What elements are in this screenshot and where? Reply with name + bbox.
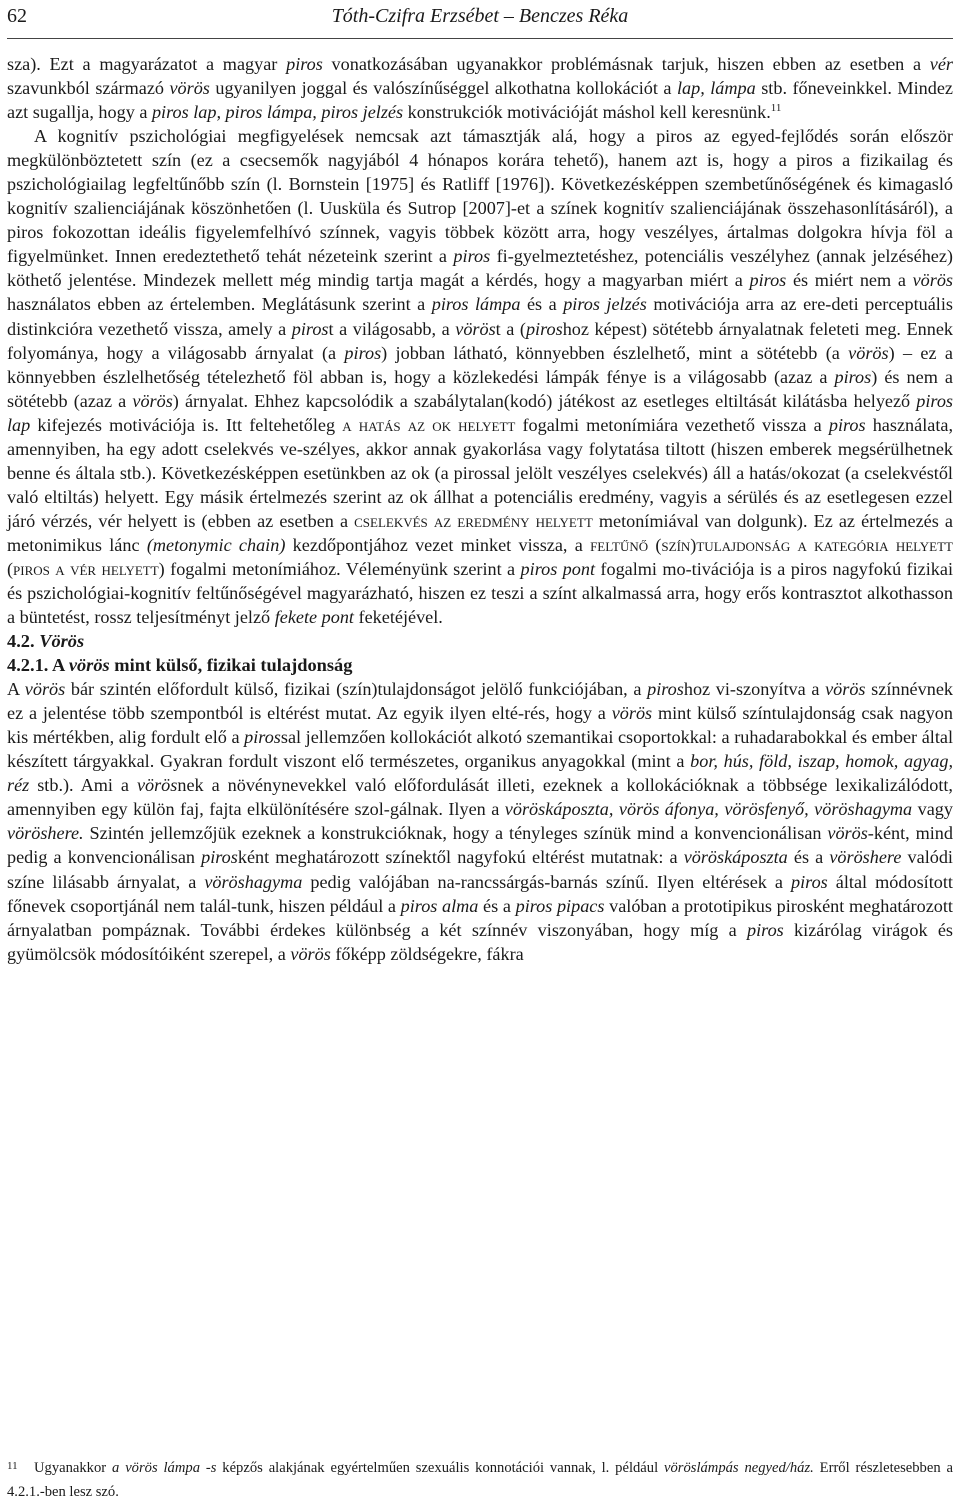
italic-span: vörös (455, 318, 496, 339)
italic-span: vörös (136, 775, 178, 796)
italic-span: fekete pont (274, 607, 354, 628)
footnote-number: 11 (7, 1460, 18, 1472)
italic-span: (metonymic chain) (146, 534, 286, 555)
text-span: Szintén jellemzőjük ezeknek a konstrukcióknak, hogy a tényleges színük mind a konvencionálisan (83, 823, 828, 844)
italic-span: piros (828, 414, 866, 435)
italic-span: vöröslámpás negyed/ház. (664, 1460, 814, 1476)
italic-span: piros (525, 318, 563, 339)
italic-span: piros (791, 871, 828, 892)
text-span: t a ( (495, 318, 526, 339)
italic-span: vöröskáposzta, vörös áfonya, vörösfenyő, vöröshagyma (504, 799, 913, 820)
italic-span: vörös (848, 342, 889, 363)
italic-span: piros (647, 679, 684, 700)
text-span: kizárólag virágok és gyümölcsök módosítóiként szerepel, a (7, 919, 953, 964)
text-span: vonatkozásában ugyanakkor problémásnak tarjuk, hiszen ebben az esetben a (322, 54, 930, 74)
italic-span: piros (834, 366, 872, 387)
italic-span: piros jelzés (563, 294, 647, 315)
text-span: által módosított főnevek csoportjánál nem talál-tunk, hiszen például a (7, 871, 953, 916)
italic-span: piros lap (7, 390, 953, 435)
italic-span: piros (291, 318, 329, 339)
italic-span: piros (749, 270, 787, 291)
italic-span: piros pipacs (515, 895, 605, 916)
text-span: pedig valójában na-rancssárgás-barnás színű. Ilyen eltérések a (302, 871, 792, 892)
text-span: fogalmi mo-tivációja is a piros nagyfokú fizikai és pszichológiai-kognitív feltűnőségével magyarázható, hiszen ez teszi a színt alkalmassá arra, hogy erős kontrasztot alkothasson a büntetést, rossz teljesítményt jelző (7, 558, 954, 628)
italic-span: piros lámpa (431, 294, 521, 315)
text-span: ) árnyalat. Ehhez kapcsolódik a szabálytalan(kodó) játékost az esetleges eltiltását kilátásba helyező (172, 390, 917, 411)
italic-span: bor, hús, föld, iszap, homok, agyag, réz (7, 751, 953, 796)
header-rule (7, 38, 953, 39)
text-span: fogalmi metonímiára vezethető vissza a (515, 414, 829, 435)
italic-span: piros alma (400, 895, 479, 916)
text-span: ugyanilyen joggal és valószínűséggel alkothatna kollokációt a (209, 78, 677, 99)
italic-span: piros lap, piros lámpa, piros jelzés (151, 102, 404, 123)
text-span: A (7, 679, 25, 700)
text-span: bár szintén előfordult külső, fizikai (szín)tulajdonságot jelölő funkciójában, a (65, 679, 648, 700)
italic-span: vörös (68, 655, 110, 676)
text-span: cselekvés az eredmény helyett (354, 510, 593, 531)
italic-span: vöröshagyma (204, 871, 303, 892)
text-span: szavunkból származó (7, 78, 170, 99)
italic-span: piros (244, 727, 281, 748)
text-span: hoz vi-szonyítva a (683, 679, 826, 700)
page-header (7, 0, 953, 42)
text-span: ) – ez a könnyebben észlelhetőség tételezhető föl abban is, hogy a közlekedési lámpák fénye is a világosabb (azaz a (7, 342, 953, 387)
italic-span: vörös (24, 679, 66, 700)
text-span: főképp zöldségekre, fákra (330, 943, 524, 964)
text-span: és miért nem a (786, 270, 913, 291)
text-span: t a világosabb, a (328, 318, 456, 339)
text-span: képzős alakjának egyértelműen szexuális konnotációi vannak, l. például (216, 1460, 665, 1476)
italic-span: Vörös (39, 631, 85, 652)
italic-span: piros (201, 847, 238, 868)
text-span: sza). Ezt a magyarázatot a magyar (7, 54, 287, 74)
text-span: hoz képest) sötétebb árnyalatnak feleteti meg. Ennek folyománya, hogy a világosabb árnyalat (a (7, 318, 953, 363)
text-span: Erről részletesebben a 4.2.1.-ben lesz szó. (7, 1460, 953, 1500)
text-span: használata, amennyiben, ha egy adott cselekvés ve-szélyes, akkor annak gyakorlása vagy folytatása tiltott (hiszen emberek megsérülhetnek benne és általa stb.). Következésképpen esetünkben az ok (a pirossal jelölt veszélyes cselekvés) áll a hatás/okozat (a cselekvéstől való eltiltás) helyett. Egy másik értelmezés szerint az ok állhat a potenciális eredmény, vagyis a sérülés és az esetlegesen ezzel járó vérzés, vér helyett is (ebben az esetben a (7, 414, 953, 531)
italic-span: vörös (132, 390, 173, 411)
text-span: nek a növénynevekkel való előfordulását illeti, ezeknek a kollokációknak a többsége lexikalizálódott, amennyiben egy külön faj, fajta elkülönítésére szol-gálnak. Ilyen a (7, 775, 953, 820)
italic-span: vörös (290, 943, 331, 964)
paragraph-1 (7, 52, 953, 124)
italic-span: vöröshere (829, 847, 902, 868)
italic-span: vörös (611, 703, 653, 724)
italic-span: piros (747, 919, 784, 940)
text-span: Ugyanakkor (34, 1460, 113, 1476)
text-span: 4.2. (7, 631, 40, 652)
text-span: ) és nem a sötétebb (azaz a (7, 366, 954, 411)
subsection-heading-4-2-1 (7, 653, 953, 677)
running-title: Tóth-Czifra Erzsébet – Benczes Réka (331, 5, 629, 27)
italic-span: piros (344, 342, 382, 363)
text-span: stb.). Ami a (29, 775, 137, 796)
text-span: feketéjével. (353, 607, 443, 628)
italic-span: piros (453, 246, 491, 267)
text-span: színnévnek ez a jelentése több szempontból is eltérést mutat. Az egyik ilyen elté-rés, hogy a (7, 679, 953, 724)
text-span: 4.2.1. A (7, 655, 69, 676)
page-number: 62 (7, 5, 27, 27)
text-span: mint külső színtulajdonság csak nagyon kis mértékben, alig fordult elő a (7, 703, 953, 748)
italic-span: vöröshere. (7, 823, 84, 844)
text-span: és a (478, 895, 516, 916)
text-span: vagy (912, 799, 953, 820)
italic-span: vöröskáposzta (683, 847, 788, 868)
text-span: fi-gyelmeztetéshez, potenciális veszélyhez (annak jelzéséhez) köthető jelentése. Mindezek mellett még mindig tartja magát a kérdés, hogy a magyarban miért a (7, 246, 953, 291)
text-span: és a (787, 847, 830, 868)
main-text (7, 52, 953, 966)
italic-span: lap, lámpa (676, 78, 756, 99)
text-span: konstrukciók motivációját máshol kell keresnünk. (403, 102, 771, 123)
text-span: a hatás az ok helyett (342, 414, 516, 435)
text-span: használatos ebben az értelemben. Meglátásunk szerint a (7, 294, 432, 315)
paragraph-2 (7, 124, 953, 629)
text-span: fogalmi metonímiához. Véleményünk szerint a (164, 558, 521, 579)
text-span: -ként, mind pedig a konvencionálisan (7, 823, 953, 868)
text-span: ként meghatározott színektől nagyfokú eltérést mutatnak: a (237, 847, 684, 868)
text-span: kifejezés motivációja is. Itt feltehetőleg (30, 414, 343, 435)
text-span: ) jobban látható, könnyebben észlelhető, mint a sötétebb (a (381, 342, 849, 363)
footnote-11 (7, 1454, 953, 1504)
italic-span: piros (286, 54, 323, 74)
text-span: és a (520, 294, 564, 315)
section-heading-4-2 (7, 629, 953, 653)
text-span: sal jellemzően kollokációt alkotó szemantikai csoportokkal: a ruhadarabokkal és ember által készített tárgyakkal. Gyakran fordult viszont elő természetes, organikus anyagokkal (mint a (7, 727, 953, 772)
text-span: kezdőpontjához vezet minket vissza, a (285, 534, 591, 555)
text-span: metonímiával van dolgunk). Ez az értelmezés a metonimikus lánc (7, 510, 953, 555)
italic-span: vörös (827, 823, 868, 844)
paragraph-3 (7, 677, 953, 966)
italic-span: piros pont (520, 558, 596, 579)
text-span: valódi színe lilásabb árnyalat, a (7, 847, 953, 892)
italic-span: vér (929, 54, 954, 74)
text-span: mint külső, fizikai tulajdonság (109, 655, 353, 676)
text-span: A kognitív pszichológiai megfigyelések nemcsak azt támasztják alá, hogy a piros az egyed-fejlődés során először megkülönböztetett szín (ez a csecsemők nagyjából 4 hónapos korára tehető), hanem azt is, hogy a piros a fizikailag és pszichológiailag legfeltűnőbb szín (l. Bornstein [1975] és Ratliff [1976]). Következésképpen szembetűnőségének és kimagasló kognitív szalienciájának köszönhetően (l. Uusküla és Sutrop [2007]-et a színek kognitív szalienciájának összehasonlításáról), a piros fokozottan ideális figyelemfelhívó színnek, vagyis többek között arra, hogy veszélyes, ártalmas dolgokra hívja föl a figyelmünket. Innen eredeztethető tehát nézeteink szerint a (7, 126, 953, 267)
text-span: stb. főneveinkkel. Mindez azt sugallja, hogy a (7, 78, 953, 123)
italic-span: a vörös lámpa -s (112, 1460, 217, 1476)
italic-span: vörös (912, 270, 953, 291)
italic-span: vörös (169, 78, 210, 99)
text-span: valóban a prototipikus pirosként meghatározott árnyalatban pompáznak. További érdekes különbség a két színnév viszonyában, hogy míg a (7, 895, 953, 940)
italic-span: vörös (825, 679, 866, 700)
text-span: feltűnő (szín)tulajdonság a kategória helyett (piros a vér helyett) (7, 534, 953, 579)
footnote-ref-11[interactable]: 11 (770, 102, 782, 115)
text-span: motivációja arra az ere-deti perceptuális distinkcióra vezethető vissza, amely a (7, 294, 953, 339)
